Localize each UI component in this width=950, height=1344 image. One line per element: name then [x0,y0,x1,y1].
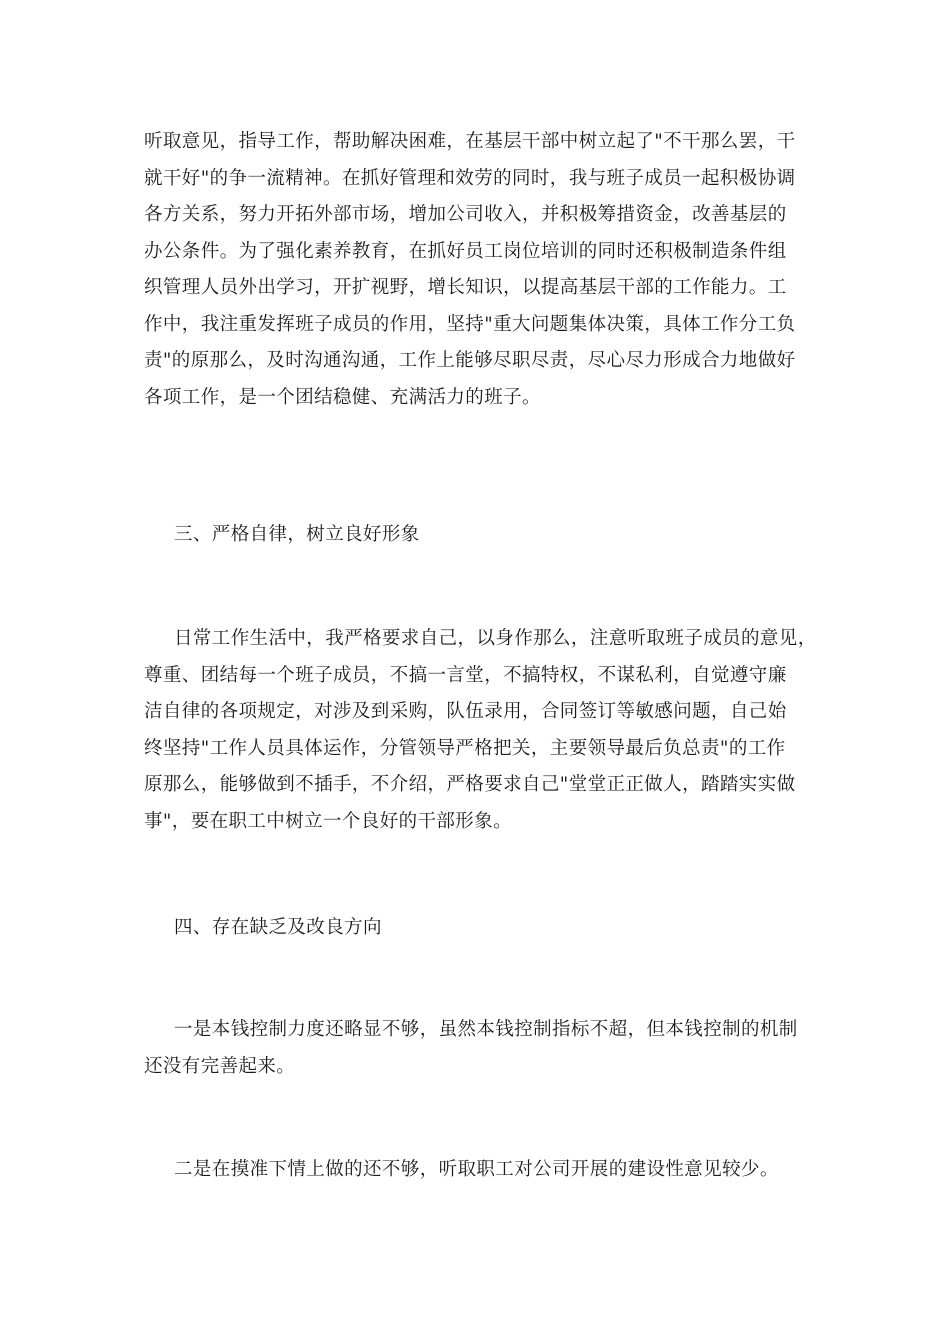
paragraph-self-discipline [144,621,817,840]
paragraph-line: 就干好"的争一流精神。在抓好管理和效劳的同时，我与班子成员一起积极协调 [144,167,796,189]
paragraph-line: 听取意见，指导工作，帮助解决困难，在基层干部中树立起了"不干那么罢，干 [144,131,796,152]
paragraph-line: 还没有完善起来。 [144,1055,296,1077]
paragraph-line: 尊重、团结每一个班子成员，不搞一言堂，不搞特权，不谋私利，自觉遵守廉 [144,664,787,686]
paragraph-line: 日常工作生活中，我严格要求自己，以身作那么，注意听取班子成员的意见， [174,628,817,649]
paragraph-line: 洁自律的各项规定，对涉及到采购，队伍录用，合同签订等敏感问题，自己始 [144,701,787,722]
paragraph-line: 事"，要在职工中树立一个良好的干部形象。 [144,810,513,832]
paragraph-cost-control [144,1012,809,1085]
paragraph-line: 一是本钱控制力度还略显不够，虽然本钱控制指标不超，但本钱控制的机制 [174,1019,798,1040]
heading-text: 三、严格自律，树立良好形象 [174,524,420,545]
heading-text: 四、存在缺乏及改良方向 [174,917,382,938]
paragraph-line: 二是在摸准下情上做的还不够，听取职工对公司开展的建设性意见较少。 [174,1159,779,1180]
paragraph-line: 办公条件。为了强化素养教育，在抓好员工岗位培训的同时还积极制造条件组 [144,240,787,262]
paragraph-line: 作中，我注重发挥班子成员的作用，坚持"重大问题集体决策，具体工作分工负 [144,313,796,335]
section-heading-3 [144,517,809,554]
paragraph-listening [144,1152,809,1189]
paragraph-team-work [144,124,809,416]
paragraph-line: 原那么，能够做到不插手，不介绍，严格要求自己"堂堂正正做人，踏踏实实做 [144,774,796,795]
section-heading-4 [144,910,809,947]
paragraph-line: 终坚持"工作人员具体运作，分管领导严格把关，主要领导最后负总责"的工作 [144,737,786,759]
paragraph-line: 责"的原那么，及时沟通沟通，工作上能够尽职尽责，尽心尽力形成合力地做好 [144,350,796,371]
paragraph-line: 织管理人员外出学习，开扩视野，增长知识，以提高基层干部的工作能力。工 [144,277,787,298]
paragraph-line: 各方关系，努力开拓外部市场，增加公司收入，并积极筹措资金，改善基层的 [144,204,787,225]
paragraph-line: 各项工作，是一个团结稳健、充满活力的班子。 [144,386,541,408]
